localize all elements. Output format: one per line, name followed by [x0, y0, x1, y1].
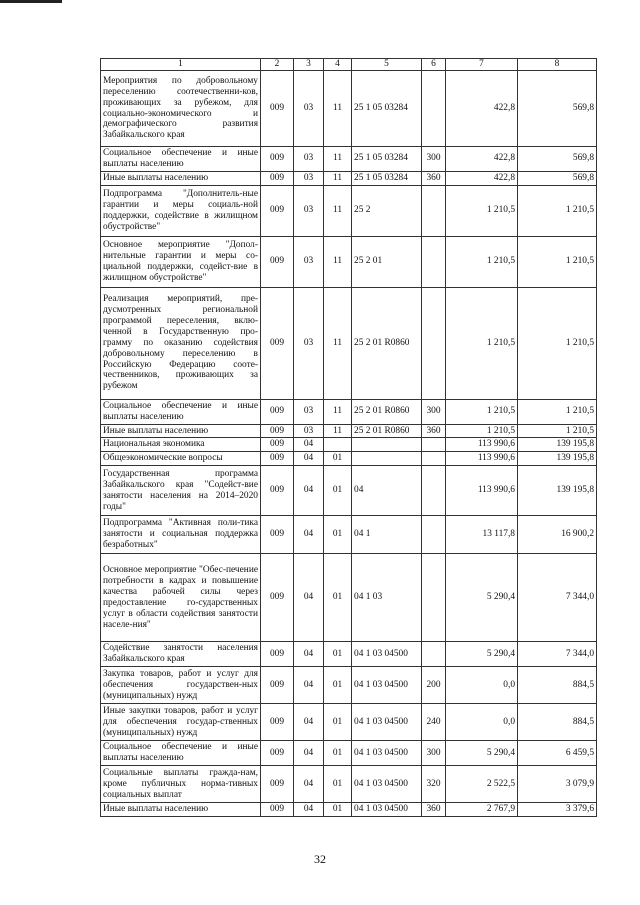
header-col-4: 4 — [324, 59, 352, 71]
code-expense-type-cell: 360 — [422, 171, 446, 185]
code-subsection-cell: 01 — [324, 704, 352, 741]
page-number: 32 — [314, 852, 326, 866]
code-subsection-cell: 01 — [324, 741, 352, 766]
code-admin-cell: 009 — [261, 642, 294, 667]
amount-year2-cell: 139 195,8 — [518, 452, 597, 466]
code-expense-type-cell — [422, 452, 446, 466]
code-target-cell: 25 2 — [352, 185, 422, 236]
code-expense-type-cell — [422, 438, 446, 452]
code-target-cell: 25 2 01 R0860 — [352, 424, 422, 438]
header-col-2: 2 — [261, 59, 294, 71]
amount-year1-cell: 13 117,8 — [446, 516, 518, 554]
code-expense-type-cell — [422, 516, 446, 554]
code-section-cell: 03 — [294, 185, 324, 236]
table-row — [101, 399, 597, 424]
amount-year2-cell: 1 210,5 — [518, 236, 597, 287]
code-section-cell: 03 — [294, 147, 324, 172]
row-name-cell: Государственная программа Забайкальского края "Содейст-вие занятости населения на 2014–2020 годы" — [101, 466, 261, 516]
amount-year2-cell: 884,5 — [518, 704, 597, 741]
table-row — [101, 452, 597, 466]
amount-year2-cell: 139 195,8 — [518, 466, 597, 516]
code-section-cell: 03 — [294, 71, 324, 147]
code-subsection-cell: 01 — [324, 452, 352, 466]
amount-year2-cell: 3 379,6 — [518, 803, 597, 817]
code-target-cell: 25 1 05 03284 — [352, 171, 422, 185]
code-admin-cell: 009 — [261, 452, 294, 466]
table-row — [101, 803, 597, 817]
amount-year1-cell: 5 290,4 — [446, 642, 518, 667]
code-section-cell: 03 — [294, 399, 324, 424]
code-expense-type-cell: 360 — [422, 424, 446, 438]
amount-year1-cell: 2 522,5 — [446, 766, 518, 803]
code-target-cell: 25 1 05 03284 — [352, 71, 422, 147]
code-subsection-cell: 11 — [324, 185, 352, 236]
code-expense-type-cell — [422, 554, 446, 642]
code-subsection-cell: 11 — [324, 287, 352, 399]
amount-year1-cell: 1 210,5 — [446, 424, 518, 438]
table-row — [101, 171, 597, 185]
code-target-cell: 04 1 03 04500 — [352, 667, 422, 704]
code-expense-type-cell: 320 — [422, 766, 446, 803]
code-expense-type-cell — [422, 236, 446, 287]
code-target-cell: 04 1 03 04500 — [352, 766, 422, 803]
amount-year2-cell: 569,8 — [518, 147, 597, 172]
code-subsection-cell: 01 — [324, 803, 352, 817]
code-subsection-cell: 11 — [324, 171, 352, 185]
amount-year1-cell: 1 210,5 — [446, 399, 518, 424]
code-admin-cell: 009 — [261, 667, 294, 704]
amount-year1-cell: 2 767,9 — [446, 803, 518, 817]
amount-year2-cell: 569,8 — [518, 71, 597, 147]
table-row — [101, 236, 597, 287]
code-subsection-cell: 01 — [324, 766, 352, 803]
table-header-row — [101, 59, 597, 71]
code-expense-type-cell: 300 — [422, 147, 446, 172]
amount-year2-cell: 139 195,8 — [518, 438, 597, 452]
row-name-cell: Подпрограмма "Дополнитель-ные гарантии и меры социаль-ной поддержки, содействие в жилищном обустройстве" — [101, 185, 261, 236]
code-admin-cell: 009 — [261, 236, 294, 287]
table-row — [101, 667, 597, 704]
code-target-cell: 25 1 05 03284 — [352, 147, 422, 172]
row-name-cell: Закупка товаров, работ и услуг для обеспечения государствен-ных (муниципальных) нужд — [101, 667, 261, 704]
code-subsection-cell: 11 — [324, 147, 352, 172]
amount-year2-cell: 1 210,5 — [518, 185, 597, 236]
code-subsection-cell: 01 — [324, 667, 352, 704]
code-admin-cell: 009 — [261, 554, 294, 642]
amount-year1-cell: 422,8 — [446, 147, 518, 172]
code-subsection-cell: 01 — [324, 466, 352, 516]
code-section-cell: 03 — [294, 287, 324, 399]
code-target-cell: 25 2 01 R0860 — [352, 287, 422, 399]
amount-year1-cell: 113 990,6 — [446, 466, 518, 516]
amount-year2-cell: 1 210,5 — [518, 287, 597, 399]
row-name-cell: Национальная экономика — [101, 438, 261, 452]
amount-year1-cell: 1 210,5 — [446, 236, 518, 287]
header-col-6: 6 — [422, 59, 446, 71]
amount-year2-cell: 1 210,5 — [518, 424, 597, 438]
code-subsection-cell: 11 — [324, 399, 352, 424]
code-section-cell: 03 — [294, 236, 324, 287]
budget-table — [100, 58, 597, 817]
code-expense-type-cell — [422, 642, 446, 667]
amount-year2-cell: 6 459,5 — [518, 741, 597, 766]
code-target-cell: 04 1 03 04500 — [352, 704, 422, 741]
row-name-cell: Реализация мероприятий, пре-дусмотренных региональной программой переселения, вклю-ченной в Государственную про-грамму по оказанию содействия добровольному переселению в Российскую Федерацию сооте-чественников, проживающих за рубежом — [101, 287, 261, 399]
row-name-cell: Общеэкономические вопросы — [101, 452, 261, 466]
amount-year1-cell: 422,8 — [446, 171, 518, 185]
code-expense-type-cell — [422, 71, 446, 147]
header-col-1: 1 — [101, 59, 261, 71]
code-subsection-cell: 01 — [324, 642, 352, 667]
code-subsection-cell: 11 — [324, 71, 352, 147]
row-name-cell: Социальное обеспечение и иные выплаты населению — [101, 147, 261, 172]
row-name-cell: Основное мероприятие "Обес-печение потребности в кадрах и повышение качества рабочей силы через предоставление го-сударственных услуг в области содействия занятости населе-ния" — [101, 554, 261, 642]
row-name-cell: Содействие занятости населения Забайкальского края — [101, 642, 261, 667]
header-col-5: 5 — [352, 59, 422, 71]
code-admin-cell: 009 — [261, 424, 294, 438]
row-name-cell: Иные закупки товаров, работ и услуг для обеспечения государ-ственных (муниципальных) нужд — [101, 704, 261, 741]
table-body — [101, 71, 597, 817]
code-subsection-cell: 11 — [324, 236, 352, 287]
table-row — [101, 741, 597, 766]
code-admin-cell: 009 — [261, 741, 294, 766]
table-row — [101, 287, 597, 399]
code-section-cell: 03 — [294, 424, 324, 438]
row-name-cell: Основное мероприятие "Допол-нительные гарантии и меры со-циальной поддержки, содейст-вие в жилищном обустройстве" — [101, 236, 261, 287]
code-section-cell: 04 — [294, 438, 324, 452]
amount-year1-cell: 0,0 — [446, 704, 518, 741]
row-name-cell: Иные выплаты населению — [101, 803, 261, 817]
code-admin-cell: 009 — [261, 147, 294, 172]
code-target-cell: 04 1 03 04500 — [352, 642, 422, 667]
code-target-cell — [352, 452, 422, 466]
table-row — [101, 147, 597, 172]
amount-year1-cell: 1 210,5 — [446, 287, 518, 399]
code-target-cell: 04 1 03 — [352, 554, 422, 642]
row-name-cell: Подпрограмма "Активная поли-тика занятости и социальная поддержка безработных" — [101, 516, 261, 554]
code-target-cell: 04 1 03 04500 — [352, 803, 422, 817]
code-section-cell: 04 — [294, 516, 324, 554]
amount-year2-cell: 884,5 — [518, 667, 597, 704]
amount-year2-cell: 7 344,0 — [518, 642, 597, 667]
amount-year1-cell: 1 210,5 — [446, 185, 518, 236]
code-expense-type-cell: 200 — [422, 667, 446, 704]
code-section-cell: 04 — [294, 554, 324, 642]
code-section-cell: 04 — [294, 803, 324, 817]
code-admin-cell: 009 — [261, 438, 294, 452]
code-admin-cell: 009 — [261, 766, 294, 803]
table-row — [101, 516, 597, 554]
code-section-cell: 04 — [294, 642, 324, 667]
row-name-cell: Социальные выплаты гражда-нам, кроме публичных норма-тивных социальных выплат — [101, 766, 261, 803]
code-section-cell: 04 — [294, 741, 324, 766]
table-row — [101, 438, 597, 452]
amount-year1-cell: 113 990,6 — [446, 438, 518, 452]
code-admin-cell: 009 — [261, 71, 294, 147]
code-expense-type-cell — [422, 185, 446, 236]
code-expense-type-cell: 300 — [422, 741, 446, 766]
code-section-cell: 04 — [294, 452, 324, 466]
amount-year1-cell: 113 990,6 — [446, 452, 518, 466]
code-subsection-cell — [324, 438, 352, 452]
code-expense-type-cell: 240 — [422, 704, 446, 741]
amount-year1-cell: 5 290,4 — [446, 741, 518, 766]
row-name-cell: Иные выплаты населению — [101, 424, 261, 438]
amount-year1-cell: 0,0 — [446, 667, 518, 704]
table-row — [101, 704, 597, 741]
header-col-3: 3 — [294, 59, 324, 71]
table-row — [101, 424, 597, 438]
code-admin-cell: 009 — [261, 171, 294, 185]
code-admin-cell: 009 — [261, 704, 294, 741]
code-target-cell: 25 2 01 — [352, 236, 422, 287]
row-name-cell: Иные выплаты населению — [101, 171, 261, 185]
amount-year2-cell: 16 900,2 — [518, 516, 597, 554]
code-admin-cell: 009 — [261, 803, 294, 817]
row-name-cell: Социальное обеспечение и иные выплаты населению — [101, 741, 261, 766]
table-row — [101, 185, 597, 236]
code-expense-type-cell: 360 — [422, 803, 446, 817]
row-name-cell: Мероприятия по добровольному переселению соотечественни-ков, проживающих за рубежом, для социально-экономического и демографического развития Забайкальского края — [101, 71, 261, 147]
code-section-cell: 04 — [294, 667, 324, 704]
code-admin-cell: 009 — [261, 466, 294, 516]
row-name-cell: Социальное обеспечение и иные выплаты населению — [101, 399, 261, 424]
code-admin-cell: 009 — [261, 399, 294, 424]
corner-scan-mark — [0, 0, 62, 3]
code-admin-cell: 009 — [261, 516, 294, 554]
code-section-cell: 04 — [294, 466, 324, 516]
amount-year1-cell: 5 290,4 — [446, 554, 518, 642]
amount-year2-cell: 7 344,0 — [518, 554, 597, 642]
amount-year2-cell: 1 210,5 — [518, 399, 597, 424]
table-row — [101, 642, 597, 667]
code-section-cell: 03 — [294, 171, 324, 185]
code-target-cell: 04 1 03 04500 — [352, 741, 422, 766]
table-row — [101, 466, 597, 516]
header-col-8: 8 — [518, 59, 597, 71]
code-admin-cell: 009 — [261, 185, 294, 236]
code-expense-type-cell: 300 — [422, 399, 446, 424]
table-row — [101, 554, 597, 642]
code-expense-type-cell — [422, 287, 446, 399]
code-admin-cell: 009 — [261, 287, 294, 399]
code-expense-type-cell — [422, 466, 446, 516]
code-target-cell: 04 — [352, 466, 422, 516]
code-subsection-cell: 01 — [324, 516, 352, 554]
header-col-7: 7 — [446, 59, 518, 71]
table-row — [101, 71, 597, 147]
amount-year2-cell: 569,8 — [518, 171, 597, 185]
code-section-cell: 04 — [294, 704, 324, 741]
code-target-cell — [352, 438, 422, 452]
amount-year2-cell: 3 079,9 — [518, 766, 597, 803]
table-row — [101, 766, 597, 803]
code-section-cell: 04 — [294, 766, 324, 803]
code-target-cell: 25 2 01 R0860 — [352, 399, 422, 424]
code-subsection-cell: 11 — [324, 424, 352, 438]
amount-year1-cell: 422,8 — [446, 71, 518, 147]
code-subsection-cell: 01 — [324, 554, 352, 642]
code-target-cell: 04 1 — [352, 516, 422, 554]
